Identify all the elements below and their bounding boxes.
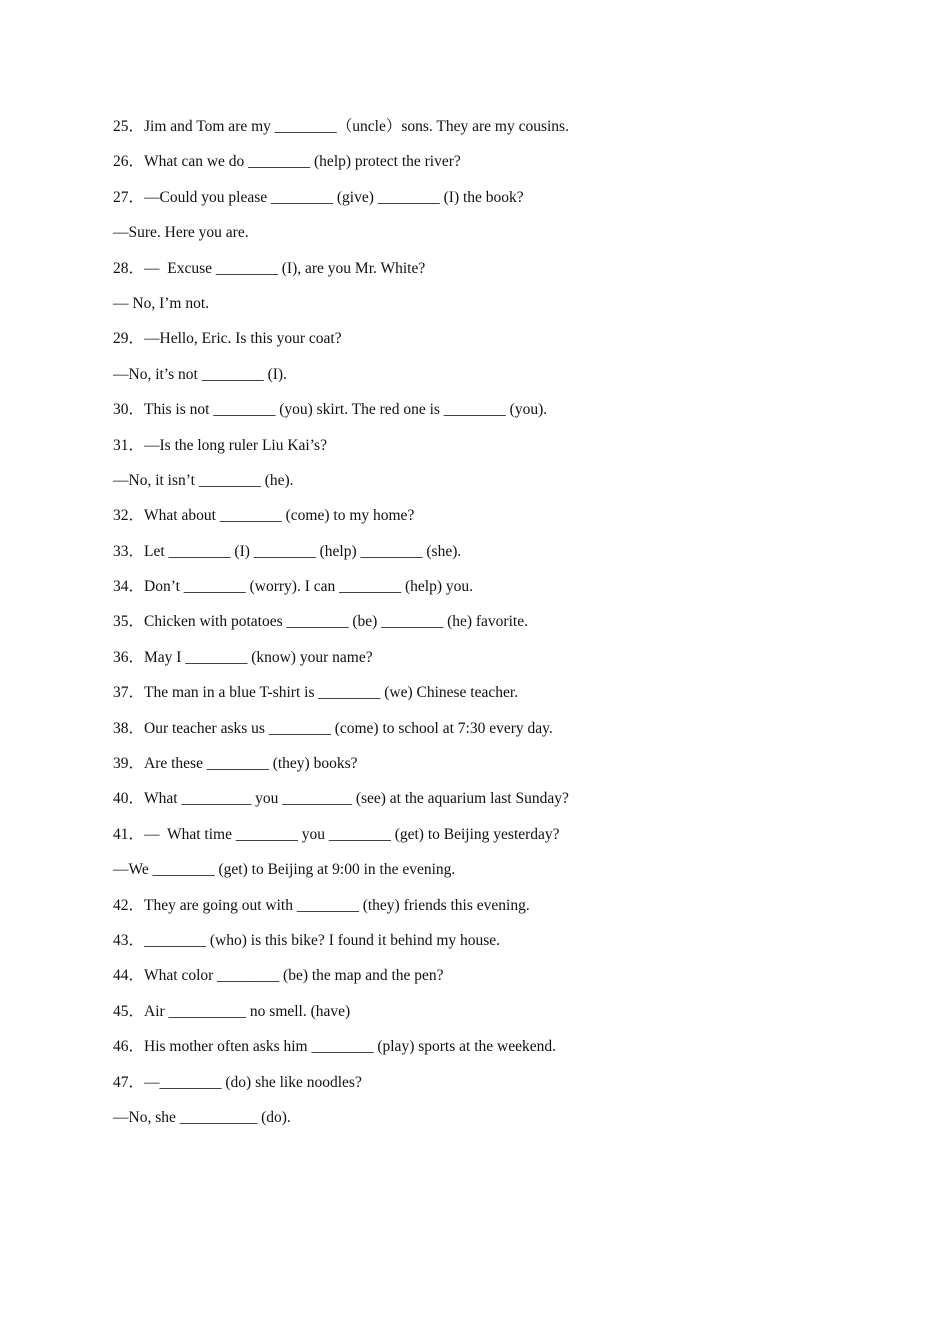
- exercise-line: —Sure. Here you are.: [113, 224, 249, 242]
- exercise-line: 28．— Excuse ________ (I), are you Mr. White?: [113, 259, 426, 277]
- exercise-line: 32．What about ________ (come) to my home?: [113, 507, 415, 525]
- exercise-line: 39．Are these ________ (they) books?: [113, 755, 358, 773]
- exercise-line: 29．—Hello, Eric. Is this your coat?: [113, 330, 342, 348]
- exercise-line: 31．—Is the long ruler Liu Kai’s?: [113, 436, 327, 454]
- exercise-line: —No, she __________ (do).: [113, 1108, 291, 1126]
- exercise-line: — No, I’m not.: [113, 294, 210, 312]
- exercise-line: —No, it’s not ________ (I).: [113, 365, 287, 383]
- exercise-line: 30．This is not ________ (you) skirt. The red one is ________ (you).: [113, 401, 548, 419]
- exercise-line: 46．His mother often asks him ________ (play) sports at the weekend.: [113, 1038, 556, 1056]
- exercise-line: —We ________ (get) to Beijing at 9:00 in the evening.: [113, 861, 456, 879]
- exercise-line: 45．Air __________ no smell. (have): [113, 1002, 351, 1020]
- exercise-line: 44．What color ________ (be) the map and the pen?: [113, 967, 444, 985]
- exercise-line: 36．May I ________ (know) your name?: [113, 648, 373, 666]
- exercise-line: 26．What can we do ________ (help) protect the river?: [113, 153, 461, 171]
- exercise-line: 25．Jim and Tom are my ________（uncle）sons. They are my cousins.: [113, 118, 569, 135]
- exercise-line: 47．—________ (do) she like noodles?: [113, 1073, 362, 1091]
- exercise-line: 27．—Could you please ________ (give) ________ (I) the book?: [113, 188, 524, 206]
- exercise-line: 41．— What time ________ you ________ (get) to Beijing yesterday?: [113, 825, 560, 843]
- exercise-line: 42．They are going out with ________ (they) friends this evening.: [113, 896, 530, 914]
- exercise-line: 43．________ (who) is this bike? I found it behind my house.: [113, 931, 501, 949]
- exercise-line: —No, it isn’t ________ (he).: [113, 471, 294, 489]
- exercise-line: 38．Our teacher asks us ________ (come) to school at 7:30 every day.: [113, 719, 553, 737]
- exercise-line: 37．The man in a blue T-shirt is ________ (we) Chinese teacher.: [113, 684, 519, 702]
- exercise-list: [113, 116, 833, 1142]
- exercise-line: 33．Let ________ (I) ________ (help) ________ (she).: [113, 542, 462, 560]
- exercise-line: 40．What _________ you _________ (see) at the aquarium last Sunday?: [113, 790, 569, 808]
- exercise-line: 35．Chicken with potatoes ________ (be) ________ (he) favorite.: [113, 613, 528, 631]
- exercise-line: 34．Don’t ________ (worry). I can ________ (help) you.: [113, 578, 474, 596]
